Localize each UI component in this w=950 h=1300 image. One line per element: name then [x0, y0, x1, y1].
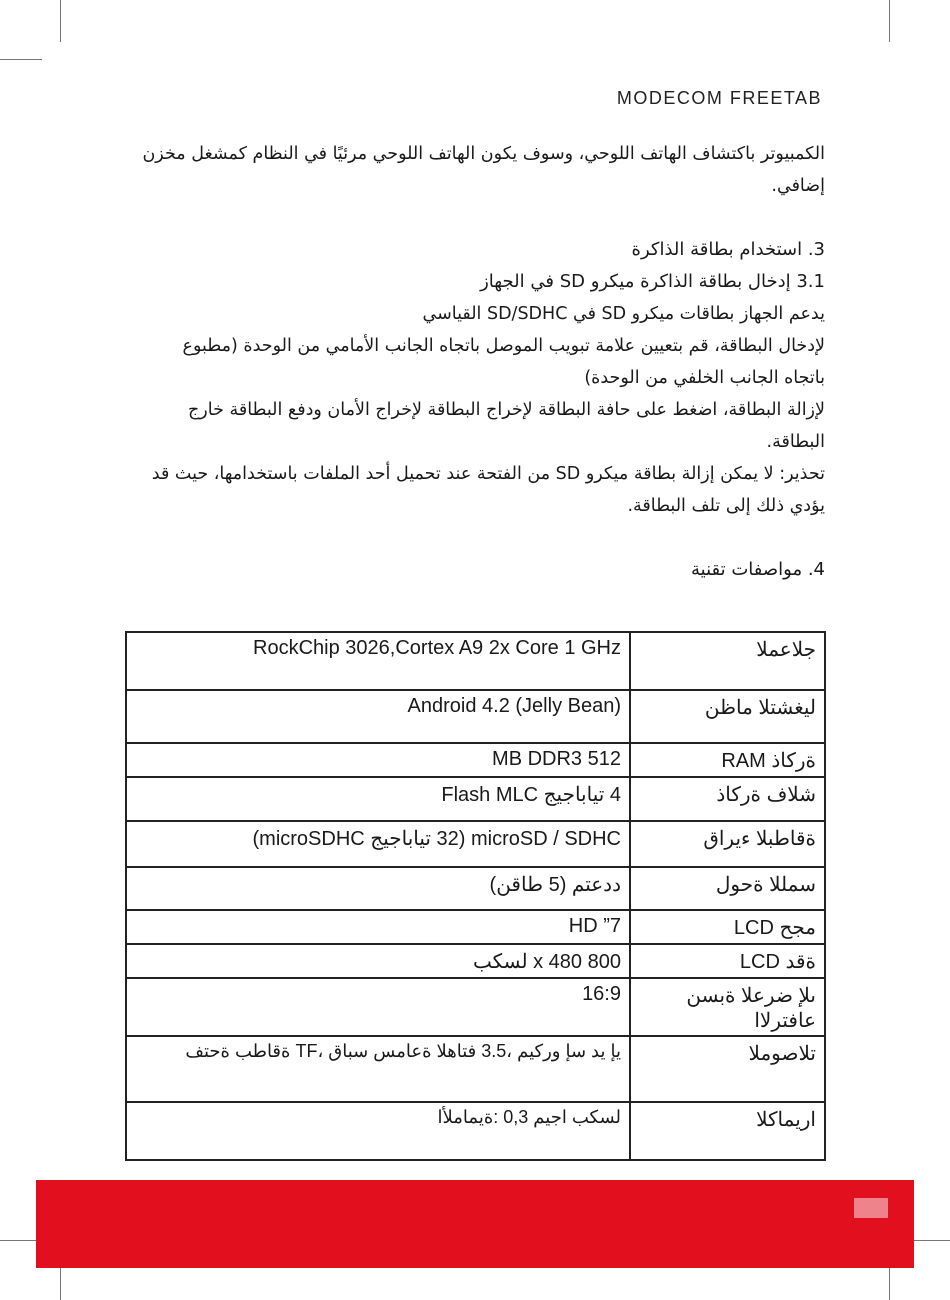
- spec-label: تلاصوملا: [630, 1036, 825, 1102]
- spec-label: ىلإ ضرعلا ةبسن عافترلاا: [630, 978, 825, 1036]
- table-row: [126, 910, 825, 944]
- intro-line-2: إضافي.: [771, 176, 825, 196]
- table-row: [126, 1102, 825, 1160]
- spec-value: ددعتم (5 طاقن): [126, 867, 630, 910]
- spec-label: ةركاذ RAM: [630, 743, 825, 777]
- body-text: [135, 138, 825, 586]
- spec-label: ليغشتلا ماظن: [630, 690, 825, 743]
- insert-line-1: لإدخال البطاقة، قم بتعيين علامة تبويب الموصل باتجاه الجانب الأمامي من الوحدة (مطبوع: [182, 336, 825, 356]
- footer-band: [36, 1180, 914, 1268]
- table-row: [126, 1036, 825, 1102]
- spec-value: RockChip 3026,Cortex A9 2x Core 1 GHz: [126, 632, 630, 690]
- intro-line-1: الكمبيوتر باكتشاف الهاتف اللوحي، وسوف يكون الهاتف اللوحي مرئيًا في النظام كمشغل مخزن: [142, 144, 825, 164]
- table-row: [126, 944, 825, 978]
- page-number: [854, 1198, 888, 1218]
- crop-mark-top-left-horizontal: [0, 59, 42, 60]
- table-row: [126, 743, 825, 777]
- crop-mark-top-right-vertical: [889, 0, 890, 42]
- warning-line-1: تحذير: لا يمكن إزالة بطاقة ميكرو SD من الفتحة عند تحميل أحد الملفات باستخدامها، حيث قد: [151, 464, 825, 484]
- crop-mark-bottom-right-horizontal: [908, 1240, 950, 1241]
- section-3-heading: 3. استخدام بطاقة الذاكرة: [631, 239, 825, 260]
- spec-label: شلاف ةركاذ: [630, 777, 825, 821]
- spec-value: 512 MB DDR3: [126, 743, 630, 777]
- section-4-heading: 4. مواصفات تقنية: [690, 559, 825, 580]
- spacer: [135, 522, 825, 554]
- table-row: [126, 867, 825, 910]
- table-row: [126, 777, 825, 821]
- spec-label: ةقاطبلا ءيراق: [630, 821, 825, 867]
- section-3-1-heading: 3.1 إدخال بطاقة الذاكرة ميكرو SD في الجهاز: [480, 271, 825, 292]
- table-row: [126, 690, 825, 743]
- spec-value: 800 x 480 لسكب: [126, 944, 630, 978]
- spec-label: اريماكلا: [630, 1102, 825, 1160]
- spec-label: ةقد LCD: [630, 944, 825, 978]
- spec-value: Android 4.2 (Jelly Bean): [126, 690, 630, 743]
- spec-table: [125, 631, 826, 1161]
- spec-value: 4 تياباجيج Flash MLC: [126, 777, 630, 821]
- remove-line-1: لإزالة البطاقة، اضغط على حافة البطاقة لإخراج البطاقة لإخراج الأمان ودفع البطاقة خارج: [188, 400, 825, 420]
- spec-value: microSD / SDHC (32 تياباجيج microSDHC): [126, 821, 630, 867]
- spec-value: يإ يد سإ وركيم ،3.5 فتاهلا ةعامس سباق ،TF ةقاطب ةحتف: [126, 1036, 630, 1102]
- spacer: [135, 202, 825, 234]
- spec-value: لسكب اجيم 0,3 :ةيماملأا: [126, 1102, 630, 1160]
- spec-value: 7” HD: [126, 910, 630, 944]
- spec-label: جلاعملا: [630, 632, 825, 690]
- table-row: [126, 821, 825, 867]
- table-row: [126, 632, 825, 690]
- spec-label: مجح LCD: [630, 910, 825, 944]
- crop-mark-top-left-vertical: [60, 0, 61, 42]
- header-brand: MODECOM FREETAB: [616, 88, 822, 108]
- supports-line: يدعم الجهاز بطاقات ميكرو SD في SD/SDHC القياسي: [422, 304, 825, 324]
- warning-line-2: يؤدي ذلك إلى تلف البطاقة.: [627, 496, 825, 516]
- insert-line-2: باتجاه الجانب الخلفي من الوحدة): [584, 368, 825, 388]
- spec-label: سمللا ةحول: [630, 867, 825, 910]
- table-row: [126, 978, 825, 1036]
- spec-value: 16:9: [126, 978, 630, 1036]
- remove-line-2: البطاقة.: [766, 432, 825, 452]
